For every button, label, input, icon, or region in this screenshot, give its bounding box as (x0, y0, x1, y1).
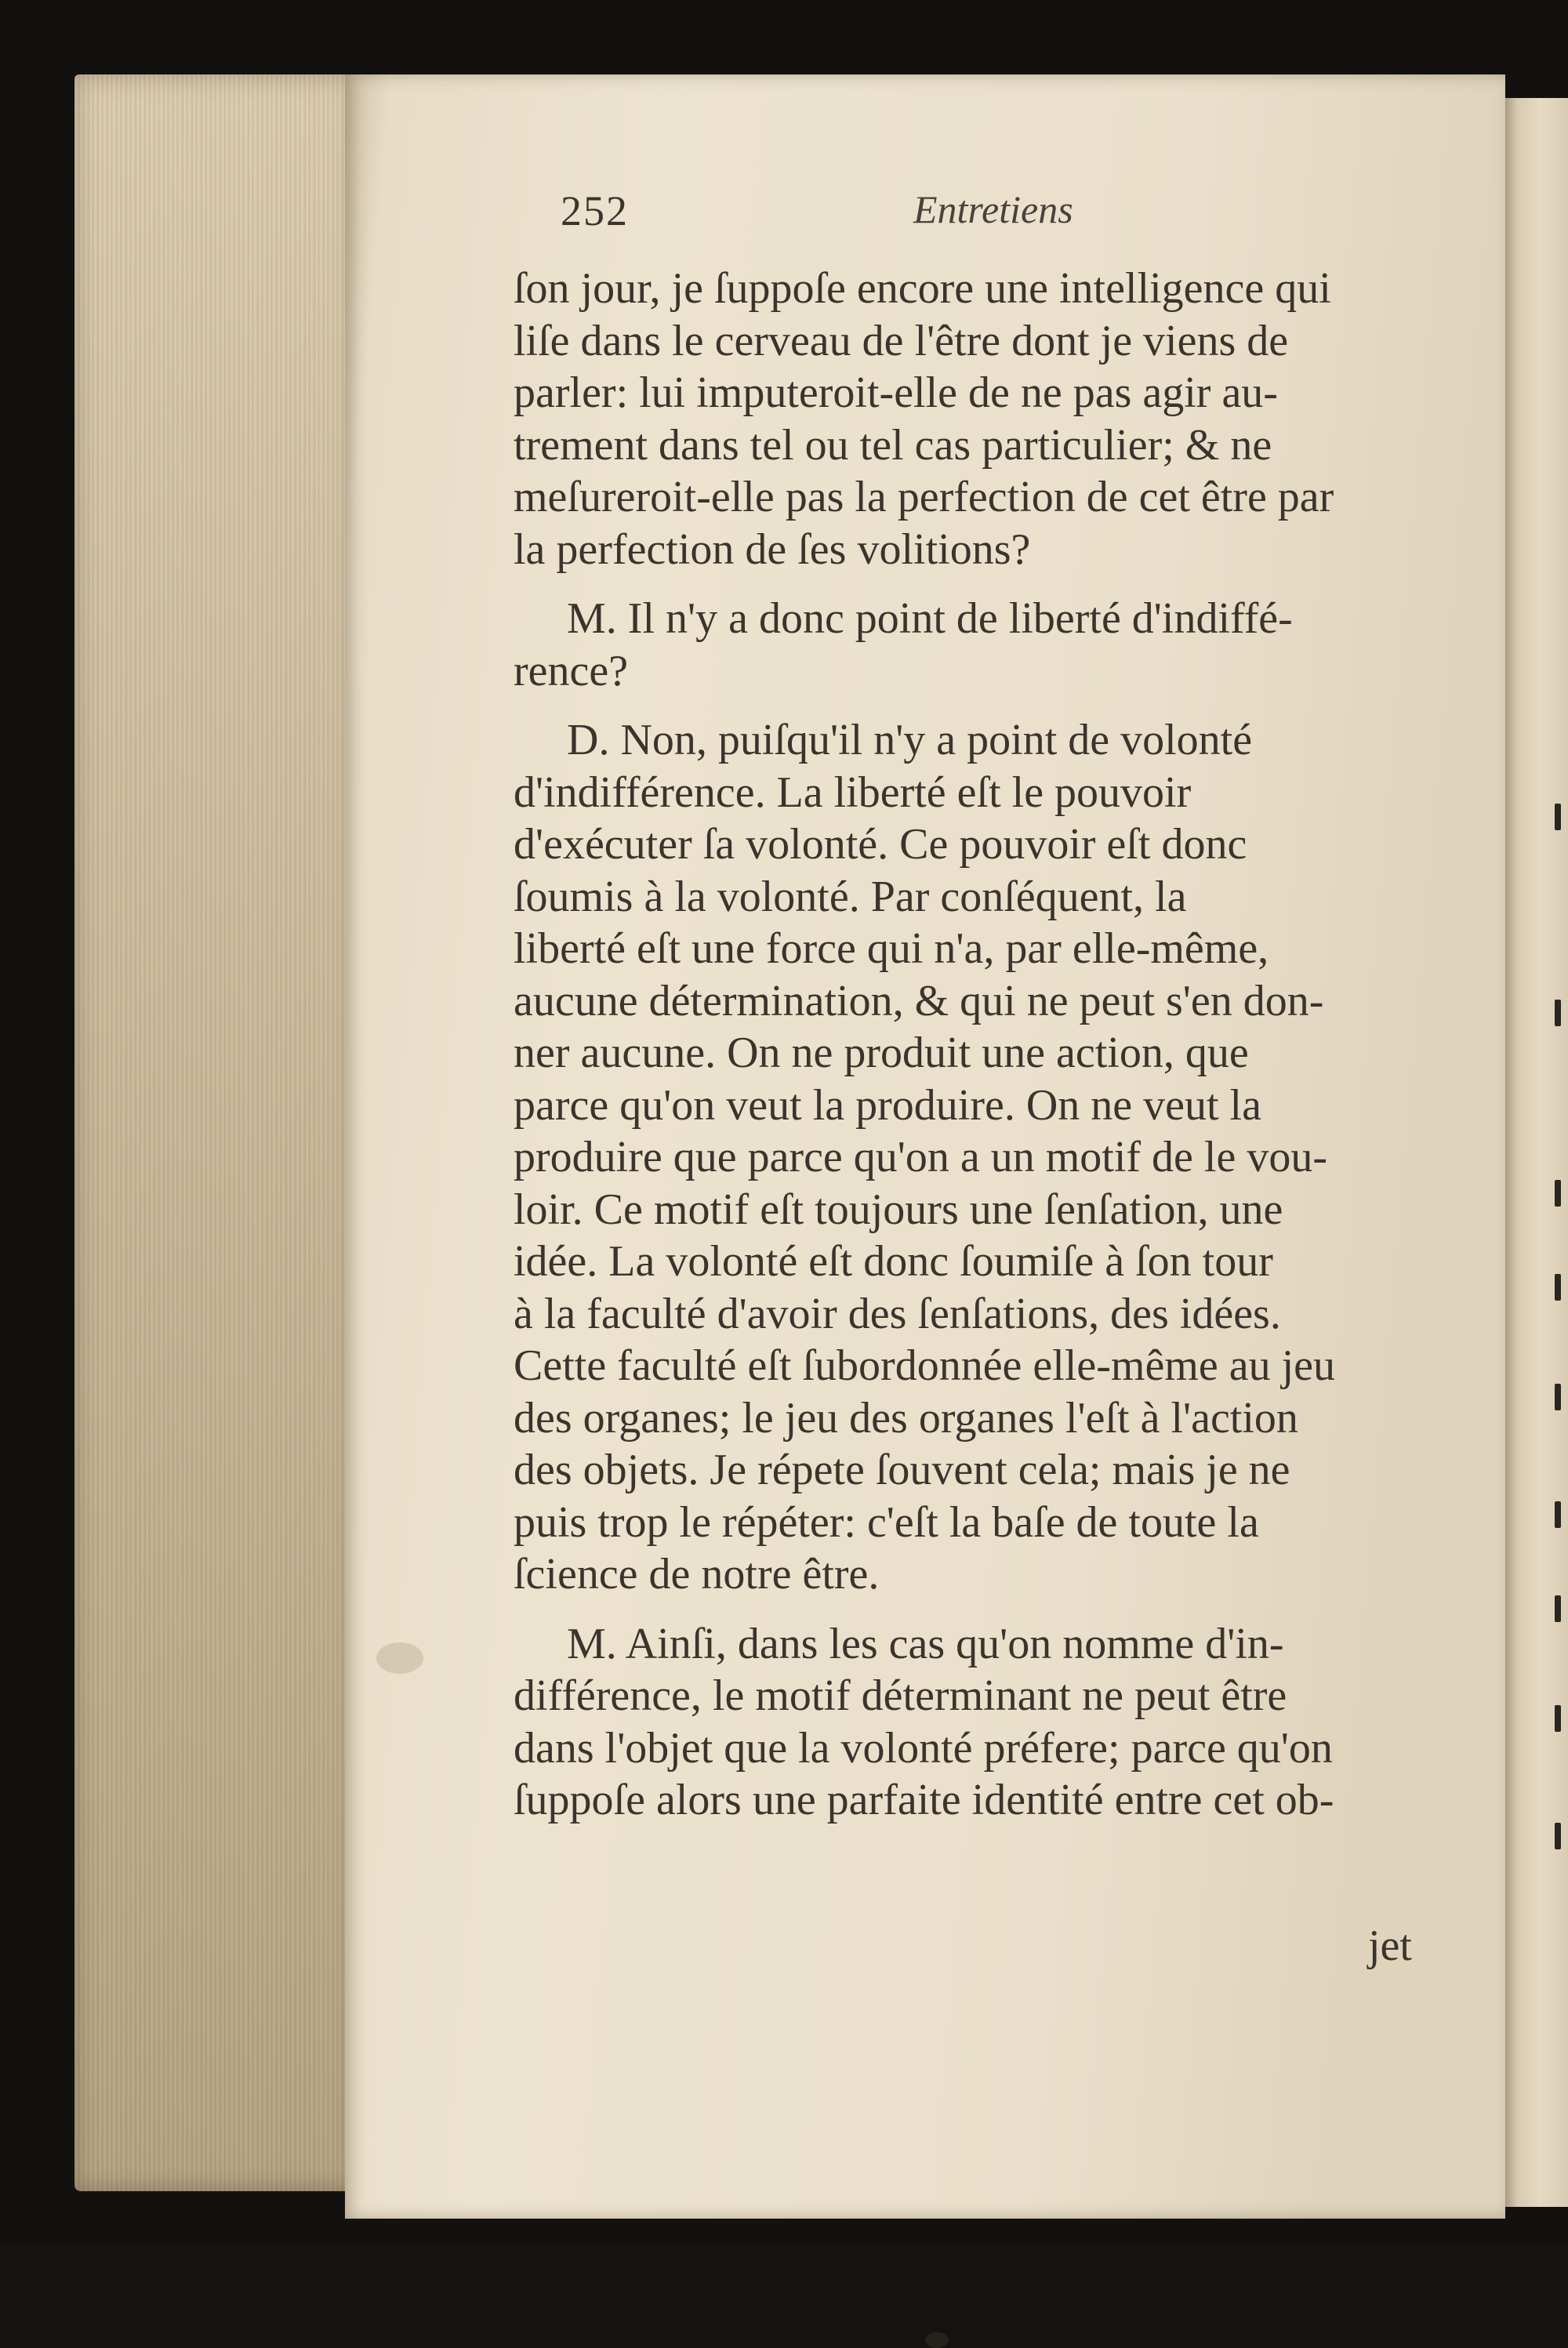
text-line: D. Non, puiſqu'il n'y a point de volonté (567, 716, 1253, 764)
paragraph (514, 593, 1462, 697)
text-line: ſoumis à la volonté. Par conſéquent, la (514, 872, 1187, 921)
text-line: idée. La volonté eſt donc ſoumiſe à ſon tour (514, 1237, 1273, 1286)
text-line: ſon jour, je ſuppoſe encore une intelligence qui (514, 264, 1331, 313)
text-line: ſuppoſe alors une parfaite identité entre cet ob- (514, 1776, 1334, 1824)
text-line: aucune détermination, & qui ne peut s'en don- (514, 976, 1324, 1025)
text-line: meſureroit-elle pas la perfection de cet être par (514, 473, 1334, 521)
paragraph (514, 1618, 1462, 1827)
running-head (561, 187, 1462, 241)
text-line: dans l'objet que la volonté préfere; parce qu'on (514, 1723, 1333, 1773)
text-line: d'indifférence. La liberté eſt le pouvoir (514, 768, 1192, 817)
text-line: M. Ainſi, dans les cas qu'on nomme d'in- (567, 1619, 1284, 1668)
text-line: M. Il n'y a donc point de liberté d'indiffé- (567, 594, 1293, 643)
text-line: ſcience de notre être. (514, 1550, 880, 1599)
page-number: 252 (561, 187, 629, 234)
text-line: parler: lui imputeroit-elle de ne pas agir au- (514, 368, 1278, 417)
text-line: trement dans tel ou tel cas particulier; & ne (514, 420, 1272, 470)
catchword: jet (1368, 1922, 1412, 1970)
text-line: rence? (514, 646, 629, 695)
text-line: des organes; le jeu des organes l'eſt à l'action (514, 1393, 1298, 1443)
text-line: à la faculté d'avoir des ſenſations, des idées. (514, 1289, 1281, 1338)
text-line: liſe dans le cerveau de l'être dont je viens de (514, 316, 1289, 365)
text-line: ner aucune. On ne produit une action, que (514, 1029, 1249, 1077)
text-line: loir. Ce motif eſt toujours une ſenſation, une (514, 1185, 1283, 1234)
text-line: puis trop le répéter: c'eſt la baſe de toute la (514, 1497, 1259, 1547)
text-line: d'exécuter ſa volonté. Ce pouvoir eſt donc (514, 820, 1247, 869)
page-edges-shade (74, 74, 357, 2191)
text-line: liberté eſt une force qui n'a, par elle-même, (514, 924, 1269, 973)
body-text (514, 263, 1462, 1827)
text-line: différence, le motif déterminant ne peut être (514, 1671, 1287, 1720)
text-line: la perfection de ſes volitions? (514, 524, 1031, 574)
facing-page-glyph-fragments (1548, 98, 1568, 2207)
text-line: Cette faculté eſt ſubordonnée elle-même au jeu (514, 1341, 1335, 1390)
running-title: Entretiens (913, 187, 1073, 231)
text-line: des objets. Je répete ſouvent cela; mais je ne (514, 1446, 1290, 1494)
text-line: produire que parce qu'on a un motif de le vou- (514, 1133, 1327, 1181)
paragraph (514, 714, 1462, 1601)
text-line: parce qu'on veut la produire. On ne veut la (514, 1080, 1261, 1130)
paragraph (514, 263, 1462, 575)
